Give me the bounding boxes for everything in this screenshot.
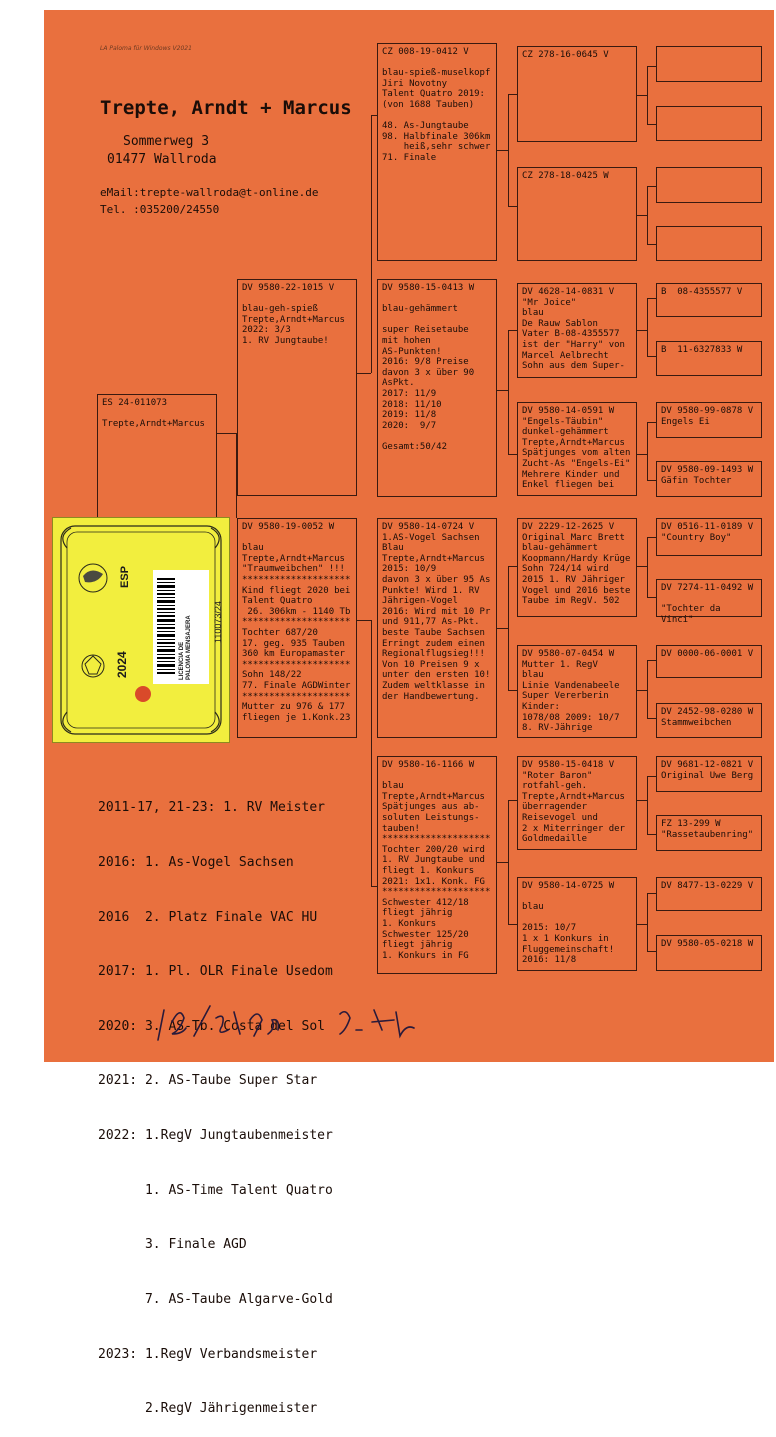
pedigree-box-mmfm: FZ 13-299 W "Rassetaubenring": [656, 815, 762, 851]
pedigree-box-ff: CZ 008-19-0412 V blau-spieß-muselkopf Jiri Novotny Talent Quatro 2019: (von 1688 Tauben) 48. As-Jungtaube 98. Halbfinale 306km heiß,sehr schwer 71. Finale: [377, 43, 497, 261]
connector-line: [508, 800, 517, 801]
barcode-panel: [153, 570, 209, 684]
connector-line: [647, 186, 656, 187]
connector-line: [647, 298, 648, 356]
achievement-line: 2020: 3. AS-Tb. Costa del Sol: [98, 1018, 325, 1034]
connector-line: [647, 660, 648, 718]
connector-line: [508, 566, 509, 690]
connector-line: [371, 115, 372, 373]
connector-line: [216, 433, 237, 434]
achievement-line: 7. AS-Taube Algarve-Gold: [98, 1291, 333, 1307]
connector-line: [647, 422, 648, 480]
connector-line: [371, 620, 372, 886]
connector-line: [496, 390, 508, 391]
pedigree-box-subject: ES 24-011073 Trepte,Arndt+Marcus: [97, 394, 217, 518]
achievement-line: 2021: 2. AS-Taube Super Star: [98, 1073, 318, 1089]
connector-line: [647, 776, 656, 777]
pedigree-box-mfff: DV 0516-11-0189 V "Country Boy": [656, 518, 762, 556]
connector-line: [508, 800, 509, 924]
pedigree-box-mfmm: DV 2452-98-0280 W Stammweibchen: [656, 703, 762, 738]
pedigree-box-mff: DV 2229-12-2625 V Original Marc Brett blau-gehämmert Koopmann/Hardy Krüge Sohn 724/14 wird 2015 1. RV Jähriger Vogel und 2016 beste Taube im RegV. 502: [517, 518, 637, 617]
connector-line: [508, 206, 517, 207]
connector-line: [508, 566, 517, 567]
connector-line: [508, 330, 517, 331]
year-label: 2024: [115, 651, 129, 678]
pedigree-box-fmf: DV 4628-14-0831 V "Mr Joice" blau De Rauw Sablon Vater B-08-4355577 ist der "Harry" von Marcel Aelbrecht Sohn aus dem Super-: [517, 283, 637, 378]
pedigree-box-fmm: DV 9580-14-0591 W "Engels-Täubin" dunkel-gehämmert Trepte,Arndt+Marcus Spätjunges vom alten Zucht-As "Engels-Ei" Mehrere Kinder und Enkel fliegen bei: [517, 402, 637, 496]
pedigree-box-mmmf: DV 8477-13-0229 V: [656, 877, 762, 911]
pedigree-box-mmff: DV 9681-12-0821 V Original Uwe Berg: [656, 756, 762, 792]
connector-line: [636, 454, 647, 455]
connector-line: [496, 628, 508, 629]
achievement-line: 2016: 1. As-Vogel Sachsen: [98, 855, 294, 871]
pedigree-box-mmf: DV 9580-15-0418 V "Roter Baron" rotfahl-geh. Trepte,Arndt+Marcus überragender Reisevogel und 2 x Miterringer der Goldmedaille: [517, 756, 637, 850]
connector-line: [636, 924, 647, 925]
connector-line: [508, 690, 517, 691]
owner-email: eMail:trepte-wallroda@t-online.de: [100, 186, 319, 199]
pedigree-box-mfmf: DV 0000-06-0001 V: [656, 645, 762, 678]
pedigree-box-ffff: [656, 46, 762, 82]
connector-line: [647, 718, 656, 719]
owner-name: Trepte, Arndt + Marcus: [100, 97, 352, 119]
achievement-line: 2023: 1.RegV Verbandsmeister: [98, 1346, 318, 1362]
connector-line: [647, 537, 648, 597]
connector-line: [357, 620, 371, 621]
connector-line: [647, 597, 656, 598]
owner-city: 01477 Wallroda: [107, 152, 217, 167]
connector-line: [647, 356, 656, 357]
pedigree-box-fmff: B 08-4355577 V: [656, 283, 762, 317]
pedigree-box-fmmf: DV 9580-99-0878 V Engels Ei: [656, 402, 762, 438]
connector-line: [647, 66, 648, 124]
connector-line: [647, 834, 656, 835]
stamp-mark-icon: [133, 684, 153, 704]
connector-line: [508, 924, 517, 925]
connector-line: [508, 454, 517, 455]
connector-line: [508, 94, 509, 206]
connector-line: [496, 150, 508, 151]
connector-line: [496, 862, 508, 863]
pedigree-box-ffm: CZ 278-18-0425 W: [517, 167, 637, 261]
pedigree-box-mmm: DV 9580-14-0725 W blau 2015: 10/7 1 x 1 Konkurs in Fluggemeinschaft! 2016: 11/8: [517, 877, 637, 971]
connector-line: [647, 893, 656, 894]
connector-line: [508, 330, 509, 454]
pedigree-box-ffmf: [656, 167, 762, 203]
pedigree-box-father: DV 9580-22-1015 V blau-geh-spieß Trepte,Arndt+Marcus 2022: 3/3 1. RV Jungtaube!: [237, 279, 357, 496]
connector-line: [647, 186, 648, 244]
connector-line: [636, 330, 647, 331]
achievement-line: 2022: 1.RegV Jungtaubenmeister: [98, 1128, 333, 1144]
connector-line: [647, 124, 656, 125]
handwritten-signature: [150, 1000, 450, 1050]
pedigree-box-fmfm: B 11-6327833 W: [656, 341, 762, 376]
connector-line: [636, 566, 647, 567]
barcode-icon: [157, 578, 175, 676]
connector-line: [647, 537, 656, 538]
connector-line: [636, 95, 647, 96]
pedigree-box-mffm: DV 7274-11-0492 W "Tochter da Vinci": [656, 579, 762, 617]
connector-line: [647, 244, 656, 245]
achievements-list: [98, 763, 333, 1437]
pedigree-box-mf: DV 9580-14-0724 V 1.AS-Vogel Sachsen Blau Trepte,Arndt+Marcus 2015: 10/9 davon 3 x über 95 As Punkte! Wird 1. RV Jährigen-Vogel 2016: Wird mit 10 Pr und 911,77 As-Pkt. beste Taube Sachsen Erringt zudem einen Regionalflugsieg!!! Von 10 Preisen 9 x unter den ersten 10! Zudem weltklasse in der Handbewertung.: [377, 518, 497, 738]
connector-line: [636, 215, 647, 216]
connector-line: [647, 298, 656, 299]
connector-line: [647, 422, 656, 423]
connector-line: [636, 690, 647, 691]
connector-line: [647, 951, 656, 952]
software-credit: LA Paloma für Windows V2021: [100, 45, 192, 52]
pedigree-box-mfm: DV 9580-07-0454 W Mutter 1. RegV blau Linie Vandenabeele Super Vererberin Kinder: 1078/08 2009: 10/7 8. RV-Jährige: [517, 645, 637, 738]
connector-line: [647, 480, 656, 481]
country-label: ESP: [119, 565, 131, 588]
connector-line: [508, 94, 517, 95]
owner-phone: Tel. :035200/24550: [100, 203, 220, 216]
pedigree-box-mm: DV 9580-16-1166 W blau Trepte,Arndt+Marcus Spätjunges aus ab- soluten Leistungs- tauben! ******************** Tochter 200/20 wird 1. RV Jungtaube und fliegt 1. Konkurs 2021: 1x1. Konk. FG ******************** Schwester 412/18 fliegt jährig 1. Konkurs Schwester 125/20 fliegt jährig 1. Konkurs in FG: [377, 756, 497, 974]
pedigree-box-mother: DV 9580-19-0052 W blau Trepte,Arndt+Marcus "Traumweibchen" !!! ******************** Kind fliegt 2020 bei Talent Quatro 26. 306km - 1140 Tb ******************** Tochter 687/20 17. geg. 935 Tauben 360 km Europamaster ******************** Sohn 148/22 77. Finale AGDWinter ******************** Mutter zu 976 & 177 fliegen je 1.Konk.23: [237, 518, 357, 738]
pedigree-box-mmmm: DV 9580-05-0218 W: [656, 935, 762, 971]
connector-line: [647, 893, 648, 951]
achievement-line: 1. AS-Time Talent Quatro: [98, 1182, 333, 1198]
license-sticker: [52, 517, 230, 743]
pedigree-box-fmmm: DV 9580-09-1493 W Gäfin Tochter: [656, 461, 762, 497]
achievement-line: 2.RegV Jährigenmeister: [98, 1401, 318, 1417]
connector-line: [647, 776, 648, 834]
pedigree-box-fffm: [656, 106, 762, 141]
license-text: LICENCIA DE PALOMA MENSAJERA: [179, 615, 192, 680]
achievement-line: 2011-17, 21-23: 1. RV Meister: [98, 800, 325, 816]
connector-line: [636, 800, 647, 801]
license-number: 110073/24: [213, 601, 223, 643]
achievement-line: 3. Finale AGD: [98, 1237, 247, 1253]
achievement-line: 2017: 1. Pl. OLR Finale Usedom: [98, 964, 333, 980]
connector-line: [647, 66, 656, 67]
owner-street: Sommerweg 3: [123, 134, 210, 149]
pedigree-box-ffmm: [656, 226, 762, 261]
achievement-line: 2016 2. Platz Finale VAC HU: [98, 909, 318, 925]
connector-line: [357, 373, 371, 374]
pedigree-box-fff: CZ 278-16-0645 V: [517, 46, 637, 142]
pedigree-box-fm: DV 9580-15-0413 W blau-gehämmert super Reisetaube mit hohen AS-Punkten! 2016: 9/8 Preise davon 3 x über 90 AsPkt. 2017: 11/9 2018: 11/10 2019: 11/8 2020: 9/7 Gesamt:50/42: [377, 279, 497, 497]
connector-line: [647, 660, 656, 661]
